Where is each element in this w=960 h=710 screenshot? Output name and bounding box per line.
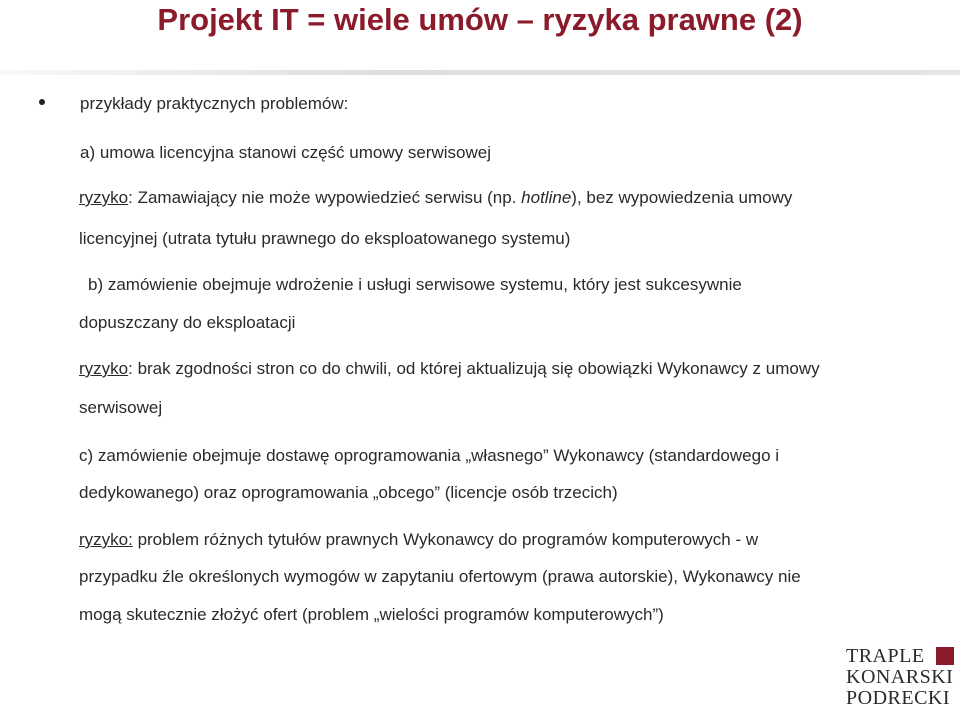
item-c-text-cont: dedykowanego) oraz oprogramowania „obcego” (licencje osób trzecich) — [79, 483, 618, 502]
item-c-text: c) zamówienie obejmuje dostawę oprogramowania „własnego” Wykonawcy (standardowego i — [79, 446, 780, 465]
risk-text: : Zamawiający nie może wypowiedzieć serwisu (np. — [128, 188, 522, 207]
risk-text: problem różnych tytułów prawnych Wykonawcy do programów komputerowych - w — [132, 530, 759, 549]
logo-square-icon — [936, 647, 954, 665]
item-b-risk-cont: serwisowej — [79, 398, 163, 417]
item-c-risk — [79, 529, 758, 551]
risk-italic-text: hotline — [521, 188, 572, 207]
item-b-text: b) zamówienie obejmuje wdrożenie i usługi serwisowe systemu, który jest sukcesywnie — [88, 275, 742, 294]
item-c-risk-cont: przypadku źle określonych wymogów w zapytaniu ofertowym (prawa autorskie), Wykonawcy nie — [79, 567, 801, 586]
item-b-text-cont: dopuszczany do eksploatacji — [79, 313, 296, 332]
item-a-risk-cont: licencyjnej (utrata tytułu prawnego do eksploatowanego systemu) — [79, 229, 571, 248]
item-c-risk-cont: mogą skutecznie złożyć ofert (problem „wielości programów komputerowych”) — [79, 605, 664, 624]
risk-text: : brak zgodności stron co do chwili, od której aktualizują się obowiązki Wykonawcy z umowy — [128, 359, 820, 378]
item-a-text: a) umowa licencyjna stanowi część umowy serwisowej — [80, 143, 491, 162]
item-a-risk — [79, 187, 792, 209]
item-b-risk — [79, 358, 820, 380]
risk-text: ), bez wypowiedzenia umowy — [571, 188, 793, 207]
risk-label: ryzyko — [79, 359, 129, 378]
company-logo — [846, 646, 958, 708]
logo-line-3: PODRECKI — [846, 687, 951, 709]
risk-label: ryzyko — [79, 188, 129, 207]
logo-line-2: KONARSKI — [846, 666, 954, 688]
logo-line-1: TRAPLE — [846, 645, 925, 667]
slide-title: Projekt IT = wiele umów – ryzyka prawne (2) — [157, 2, 803, 37]
risk-label: ryzyko: — [79, 530, 133, 549]
title-divider — [0, 70, 960, 75]
intro-text: przykłady praktycznych problemów: — [80, 94, 349, 113]
bullet-icon — [39, 99, 45, 105]
